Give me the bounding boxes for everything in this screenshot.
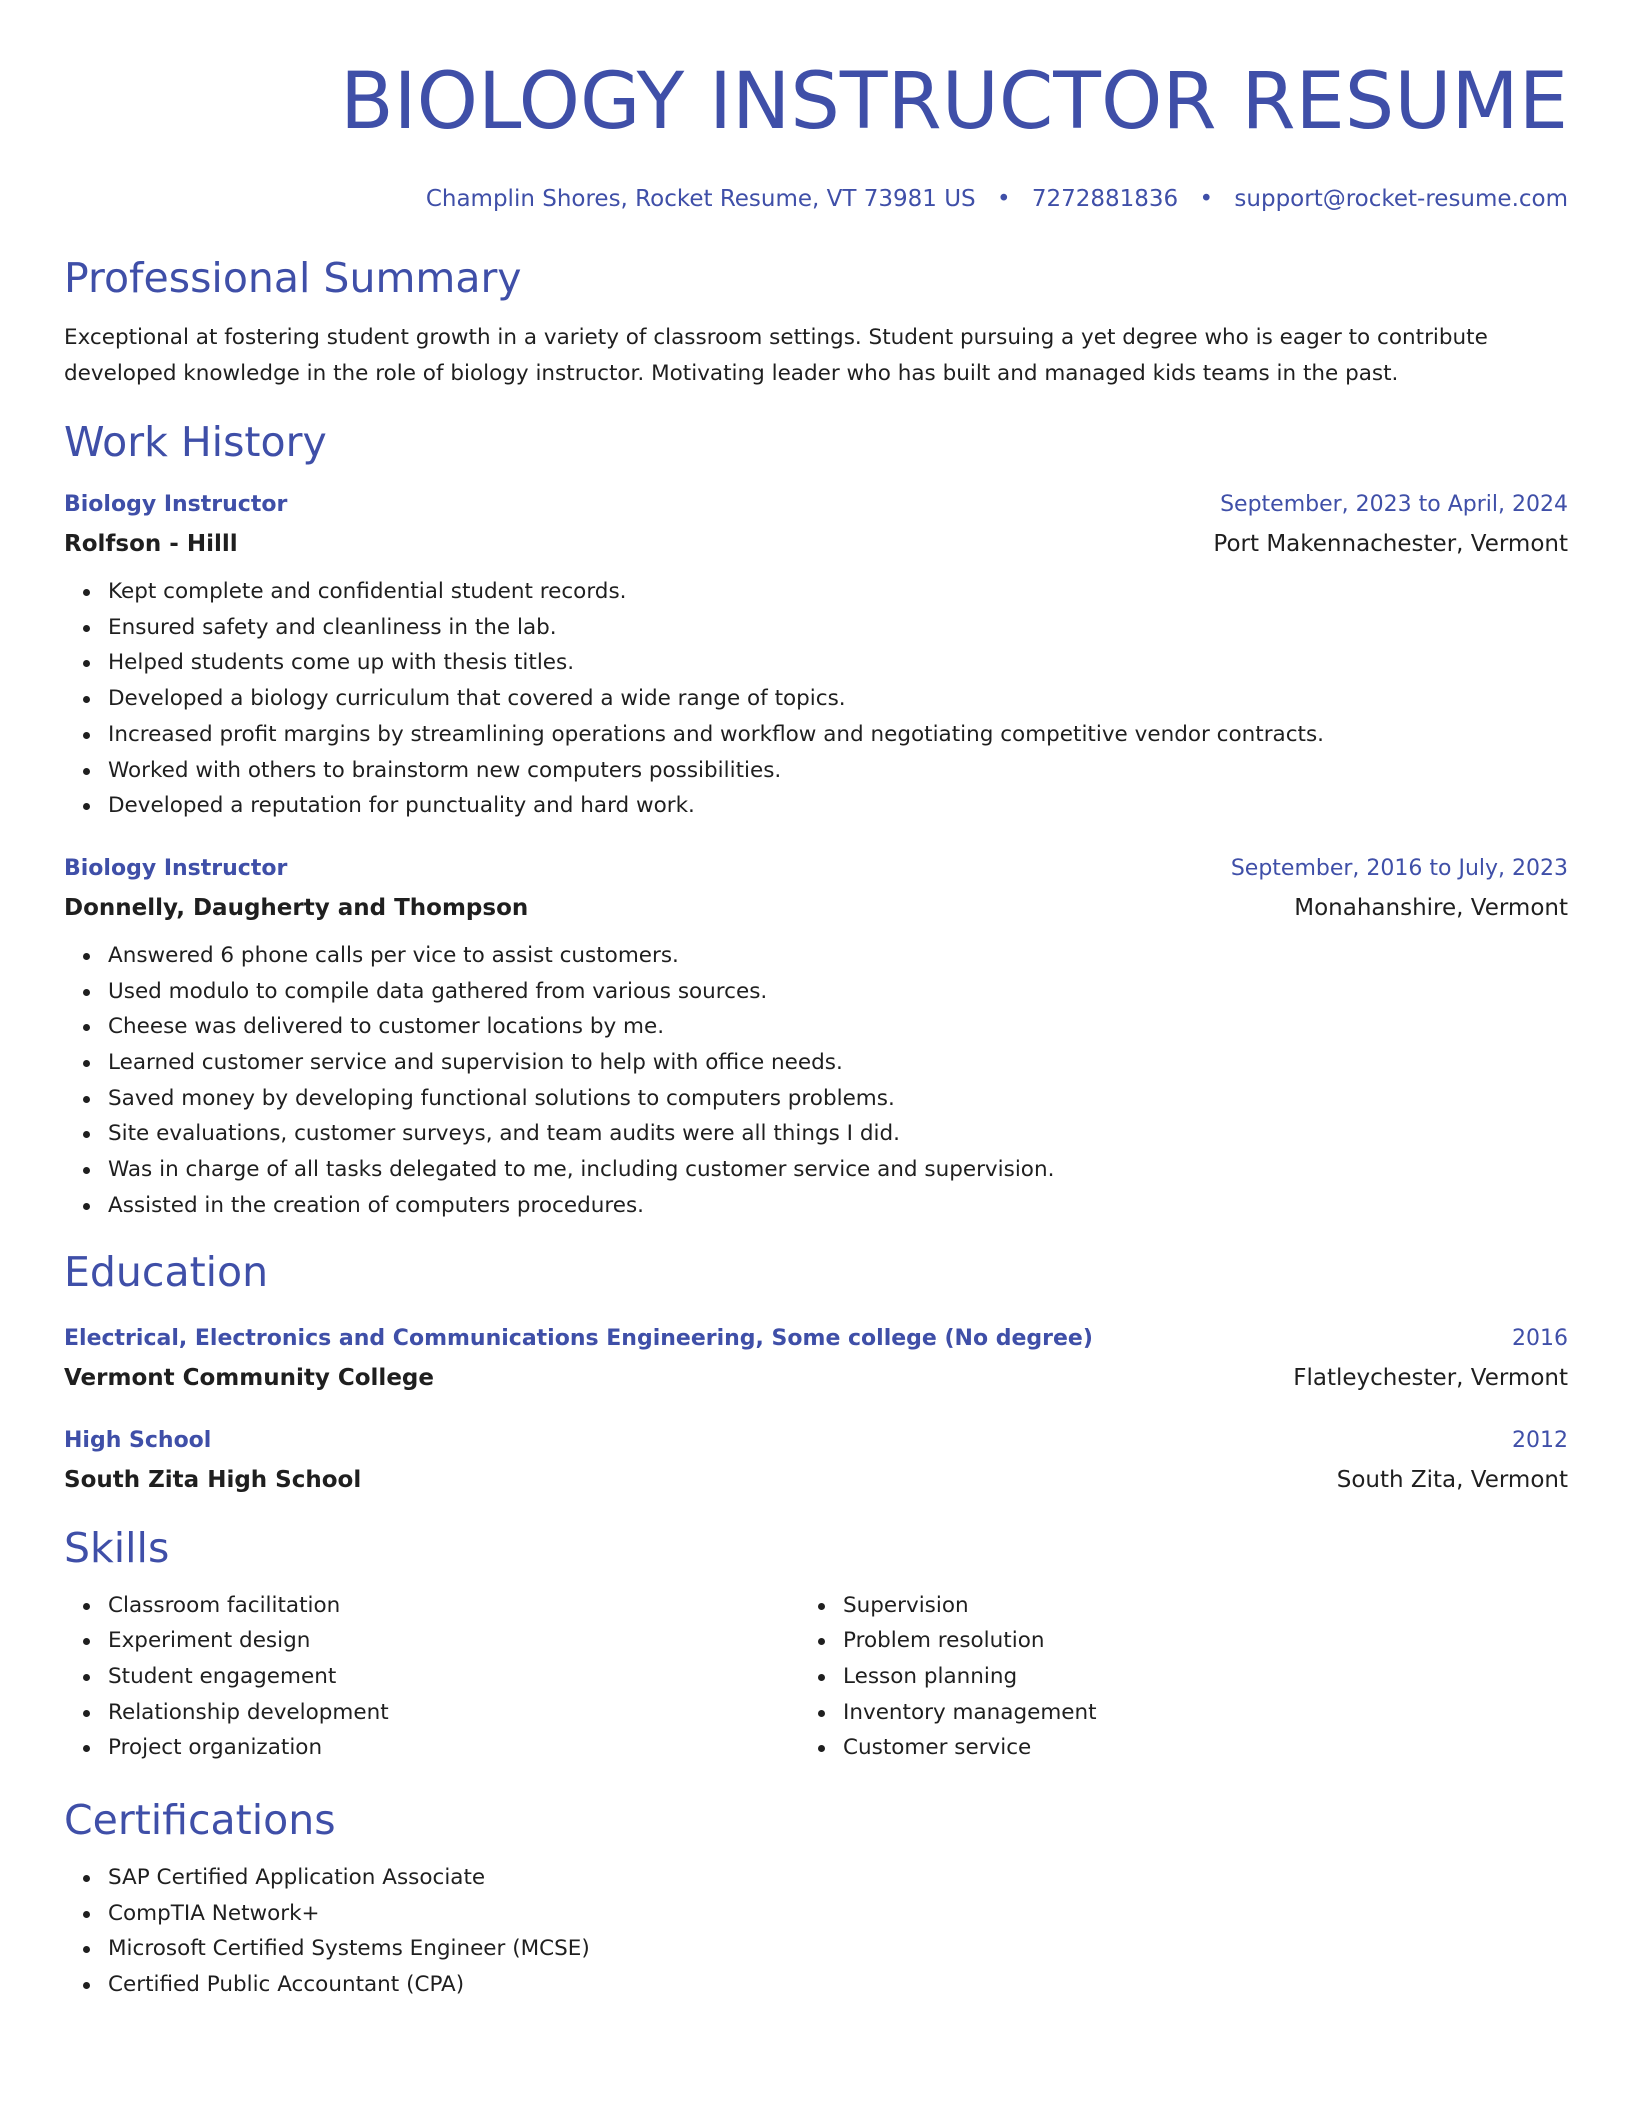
skill-item: Problem resolution xyxy=(843,1623,1499,1659)
job-bullet: Answered 6 phone calls per vice to assist customers. xyxy=(108,938,1568,974)
education-year: 2012 xyxy=(1512,1427,1568,1453)
job-bullet: Assisted in the creation of computers procedures. xyxy=(108,1188,1568,1224)
skill-item: Supervision xyxy=(843,1588,1499,1624)
job-entry xyxy=(64,490,1568,824)
job-bullet: Cheese was delivered to customer locations by me. xyxy=(108,1009,1568,1045)
job-bullet: Learned customer service and supervision to help with office needs. xyxy=(108,1045,1568,1081)
education-location: Flatleychester, Vermont xyxy=(1293,1364,1568,1391)
job-bullet: Ensured safety and cleanliness in the lab. xyxy=(108,610,1568,646)
job-location: Monahanshire, Vermont xyxy=(1294,894,1568,921)
job-org-row xyxy=(64,528,1568,560)
education-entry xyxy=(64,1324,1568,1394)
summary-heading: Professional Summary xyxy=(64,254,522,302)
job-org-row xyxy=(64,892,1568,924)
job-title: Biology Instructor xyxy=(64,492,288,517)
job-bullets xyxy=(64,574,1568,824)
job-bullet: Developed a reputation for punctuality and hard work. xyxy=(108,788,1568,824)
education-school: South Zita High School xyxy=(64,1466,362,1493)
job-bullet: Kept complete and confidential student records. xyxy=(108,574,1568,610)
skill-item: Customer service xyxy=(843,1730,1499,1766)
job-location: Port Makennachester, Vermont xyxy=(1213,531,1568,557)
certification-item: CompTIA Network+ xyxy=(108,1896,1568,1932)
contact-address: Champlin Shores, Rocket Resume, VT 73981 US xyxy=(425,186,976,212)
job-header-row xyxy=(64,490,1568,520)
education-degree: Electrical, Electronics and Communications Engineering, Some college (No degree) xyxy=(64,1325,1093,1351)
job-bullet: Worked with others to brainstorm new computers possibilities. xyxy=(108,753,1568,789)
job-company: Rolfson - Hilll xyxy=(64,531,238,557)
job-dates: September, 2016 to July, 2023 xyxy=(1230,855,1568,881)
certification-item: Certified Public Accountant (CPA) xyxy=(108,1967,1568,2003)
job-bullet: Developed a biology curriculum that covered a wide range of topics. xyxy=(108,681,1568,717)
certifications-list xyxy=(64,1860,1568,2003)
skills-list-left xyxy=(64,1588,799,1767)
skill-item: Inventory management xyxy=(843,1695,1499,1731)
education-heading: Education xyxy=(64,1247,269,1296)
job-header-row xyxy=(64,854,1568,884)
skills-heading: Skills xyxy=(64,1523,170,1572)
skill-item: Experiment design xyxy=(108,1623,799,1659)
certifications-heading: Certifications xyxy=(64,1796,336,1845)
education-degree: High School xyxy=(64,1427,212,1453)
resume-title: BIOLOGY INSTRUCTOR RESUME xyxy=(340,57,1568,147)
job-entry xyxy=(64,854,1568,1224)
education-header-row xyxy=(64,1324,1568,1354)
job-dates: September, 2023 to April, 2024 xyxy=(1220,492,1568,517)
contact-email[interactable]: support@rocket-resume.com xyxy=(1234,186,1568,212)
contact-separator: • xyxy=(996,186,1011,212)
skills-grid xyxy=(64,1588,1568,1767)
skill-item: Relationship development xyxy=(108,1695,799,1731)
skill-item: Lesson planning xyxy=(843,1659,1499,1695)
education-location: South Zita, Vermont xyxy=(1336,1466,1568,1493)
education-header-row xyxy=(64,1426,1568,1456)
job-bullet: Saved money by developing functional solutions to computers problems. xyxy=(108,1081,1568,1117)
certification-item: Microsoft Certified Systems Engineer (MCSE) xyxy=(108,1931,1568,1967)
work-history-heading: Work History xyxy=(64,418,327,466)
education-school: Vermont Community College xyxy=(64,1364,434,1391)
skill-item: Student engagement xyxy=(108,1659,799,1695)
certification-item: SAP Certified Application Associate xyxy=(108,1860,1568,1896)
education-entry xyxy=(64,1426,1568,1496)
skills-list-right xyxy=(799,1588,1499,1767)
job-bullet: Used modulo to compile data gathered from various sources. xyxy=(108,974,1568,1010)
job-title: Biology Instructor xyxy=(64,855,288,881)
skill-item: Project organization xyxy=(108,1730,799,1766)
skill-item: Classroom facilitation xyxy=(108,1588,799,1624)
education-school-row xyxy=(64,1362,1568,1394)
education-school-row xyxy=(64,1464,1568,1496)
summary-text: Exceptional at fostering student growth in a variety of classroom settings. Student pursuing a yet degree who is eager to contribute developed knowledge in the role of biology instructor. Motivating leader who has built and managed kids teams in the past. xyxy=(64,325,1488,386)
job-company: Donnelly, Daugherty and Thompson xyxy=(64,894,529,921)
job-bullet: Helped students come up with thesis titles. xyxy=(108,645,1568,681)
contact-line xyxy=(64,184,1568,214)
job-bullet: Increased profit margins by streamlining operations and workflow and negotiating competitive vendor contracts. xyxy=(108,717,1568,753)
contact-phone: 7272881836 xyxy=(1031,186,1179,212)
education-year: 2016 xyxy=(1512,1325,1568,1351)
skills-column-left xyxy=(64,1588,799,1767)
job-bullet: Site evaluations, customer surveys, and team audits were all things I did. xyxy=(108,1116,1568,1152)
job-bullet: Was in charge of all tasks delegated to me, including customer service and supervision. xyxy=(108,1152,1568,1188)
job-bullets xyxy=(64,938,1568,1224)
contact-separator: • xyxy=(1199,186,1214,212)
skills-column-right xyxy=(799,1588,1499,1767)
